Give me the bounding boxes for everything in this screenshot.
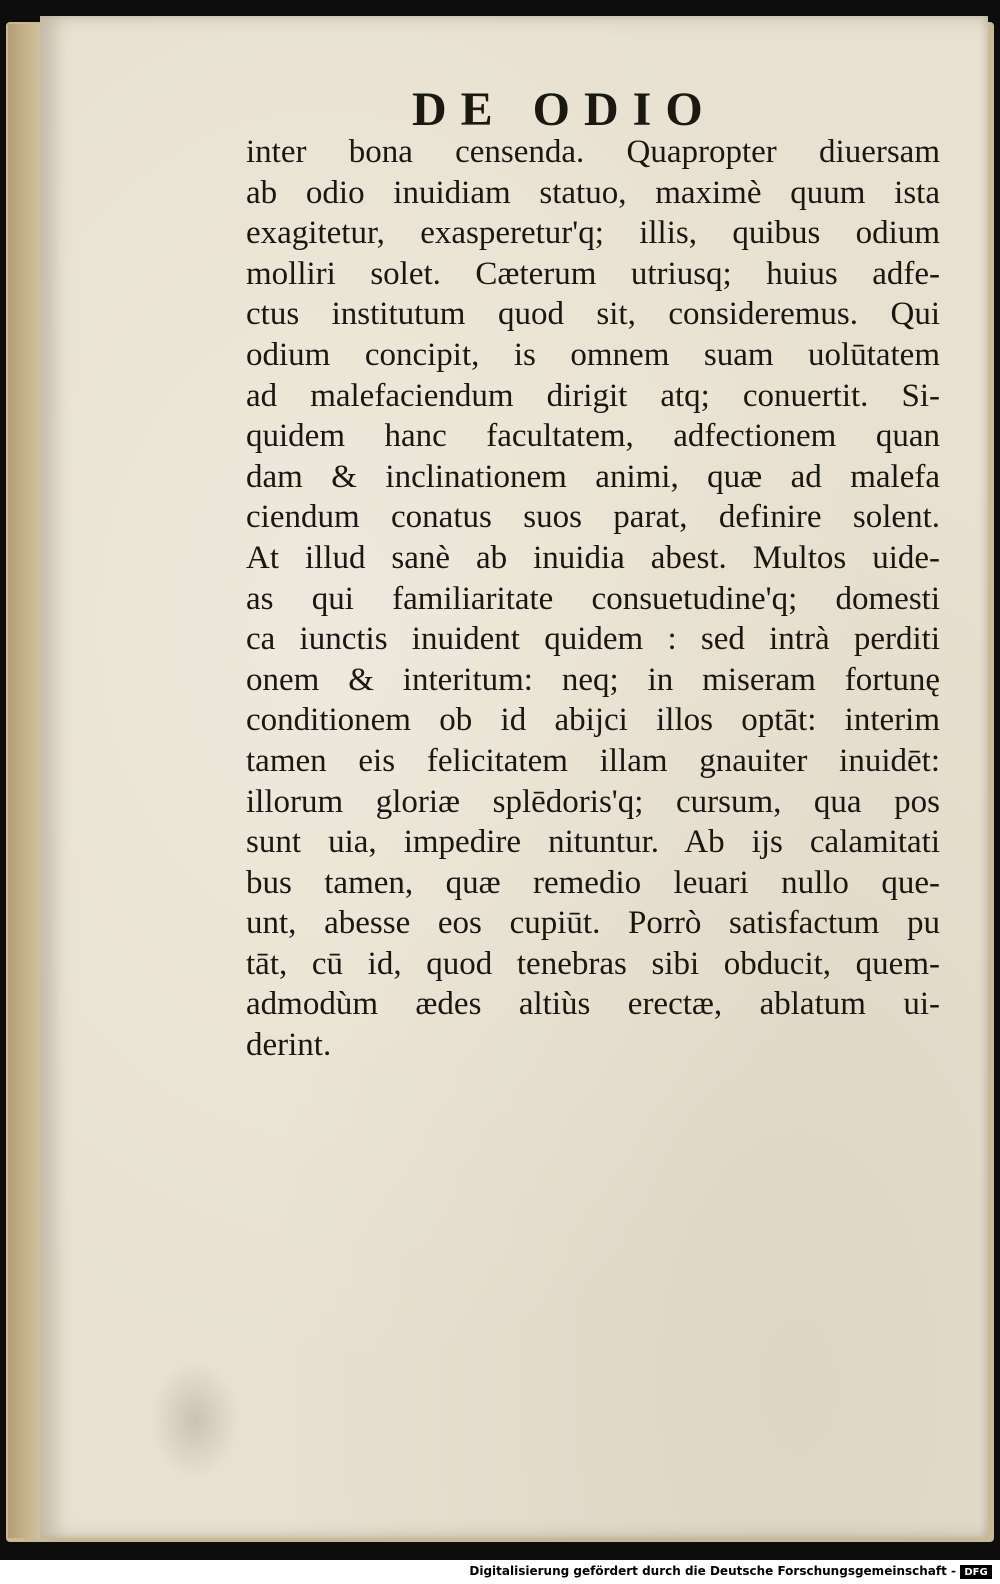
text-line: ciendum conatus suos parat, definire solent. (246, 499, 940, 536)
funding-credit: Digitalisierung gefördert durch die Deutsche Forschungsgemeinschaft - (469, 1564, 956, 1578)
text-line: conditionem ob id abijci illos optāt: interim (246, 702, 940, 739)
text-line: inter bona censenda. Quapropter diuersam (246, 134, 940, 170)
text-line: bus tamen, quæ remedio leuari nullo que- (246, 864, 940, 901)
text-line: illorum gloriæ splēdoris'q; cursum, qua pos (246, 783, 940, 820)
body-text (246, 132, 940, 1066)
running-head: DE ODIO (412, 83, 717, 136)
paper-stain (150, 1360, 240, 1480)
text-line: odium concipit, is omnem suam uolūtatem (246, 336, 940, 373)
text-line: quidem hanc facultatem, adfectionem quan (246, 418, 940, 455)
text-line: unt, abesse eos cupiūt. Porrò satisfactum pu (246, 905, 940, 942)
text-line: exagitetur, exasperetur'q; illis, quibus odium (246, 215, 940, 252)
text-line: onem & interitum: neq; in miseram fortunę (246, 661, 940, 698)
text-line: molliri solet. Cæterum utriusq; huius adfe- (246, 255, 940, 292)
text-line: tamen eis felicitatem illam gnauiter inuidēt: (246, 742, 940, 779)
text-line: ca iunctis inuident quidem : sed intrà perditi (246, 621, 940, 658)
text-line: sunt uia, impedire nituntur. Ab ijs calamitati (246, 824, 940, 861)
text-line: derint. (246, 1027, 332, 1064)
page-gutter (8, 24, 42, 1538)
text-line: as qui familiaritate consuetudine'q; domesti (246, 580, 940, 617)
dfg-logo: DFG (960, 1565, 992, 1579)
text-line: dam & inclinationem animi, quæ ad malefa (246, 458, 940, 495)
text-line: ab odio inuidiam statuo, maximè quum ista (246, 174, 940, 211)
text-line: ctus institutum quod sit, consideremus. Qui (246, 296, 940, 333)
text-line: ad malefaciendum dirigit atq; conuertit. Si- (246, 377, 940, 414)
text-line: tāt, cū id, quod tenebras sibi obducit, quem- (246, 945, 940, 982)
text-line: At illud sanè ab inuidia abest. Multos uide- (246, 539, 940, 576)
text-line: admodùm ædes altiùs erectæ, ablatum ui- (246, 986, 940, 1023)
